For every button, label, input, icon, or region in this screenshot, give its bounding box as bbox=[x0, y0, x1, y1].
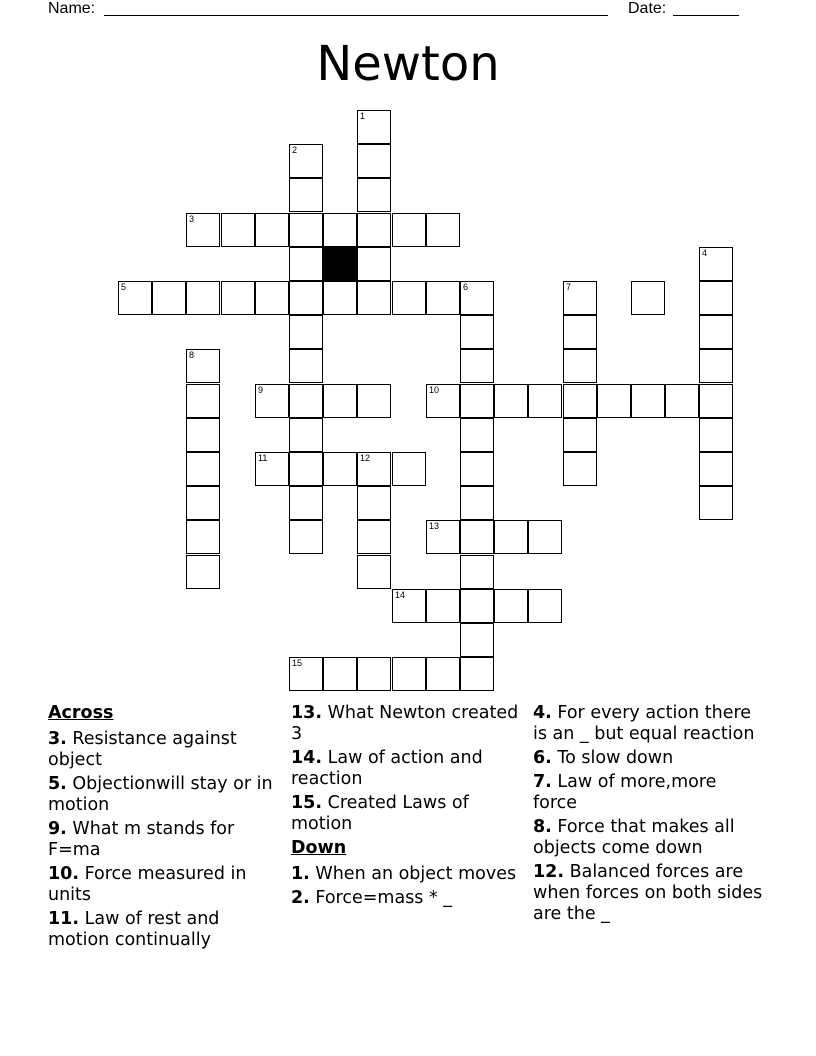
grid-cell[interactable] bbox=[357, 178, 391, 212]
grid-cell[interactable] bbox=[699, 418, 733, 452]
grid-cell[interactable] bbox=[699, 384, 733, 418]
clue-number: 7 bbox=[566, 282, 572, 292]
clue bbox=[533, 862, 765, 925]
clue bbox=[48, 774, 280, 816]
grid-cell[interactable] bbox=[460, 589, 494, 623]
clue-num: 10. bbox=[48, 864, 80, 884]
clue-column-3 bbox=[533, 703, 765, 928]
grid-cell[interactable] bbox=[357, 110, 391, 144]
clue-num: 15. bbox=[291, 793, 323, 813]
clue-number: 12 bbox=[360, 453, 371, 463]
grid-cell[interactable] bbox=[460, 452, 494, 486]
grid-cell[interactable] bbox=[289, 486, 323, 520]
name-label: Name: bbox=[48, 0, 96, 17]
grid-cell[interactable] bbox=[357, 281, 391, 315]
clue-number: 10 bbox=[429, 385, 440, 395]
clue bbox=[291, 864, 523, 885]
grid-cell[interactable] bbox=[699, 315, 733, 349]
grid-cell[interactable] bbox=[392, 589, 426, 623]
grid-cell[interactable] bbox=[426, 520, 460, 554]
clue-num: 6. bbox=[533, 748, 552, 768]
clue bbox=[533, 748, 765, 769]
clue-number: 13 bbox=[429, 521, 440, 531]
grid-cell[interactable] bbox=[289, 418, 323, 452]
clue-text: To slow down bbox=[557, 748, 674, 768]
clue bbox=[48, 819, 280, 861]
grid-cell[interactable] bbox=[563, 418, 597, 452]
clue-num: 4. bbox=[533, 703, 552, 723]
grid-cell[interactable] bbox=[699, 452, 733, 486]
grid-cell[interactable] bbox=[563, 384, 597, 418]
grid-cell[interactable] bbox=[357, 384, 391, 418]
grid-cell[interactable] bbox=[699, 281, 733, 315]
clue-num: 2. bbox=[291, 888, 310, 908]
clue bbox=[291, 703, 523, 745]
grid-cell[interactable] bbox=[323, 213, 357, 247]
grid-cell[interactable] bbox=[460, 281, 494, 315]
clue-num: 7. bbox=[533, 772, 552, 792]
grid-cell[interactable] bbox=[255, 213, 289, 247]
grid-cell[interactable] bbox=[289, 281, 323, 315]
grid-cell[interactable] bbox=[528, 520, 562, 554]
clue-num: 5. bbox=[48, 774, 67, 794]
clue bbox=[533, 772, 765, 814]
grid-cell[interactable] bbox=[255, 384, 289, 418]
clue-text: Law of rest and motion continually bbox=[48, 909, 220, 950]
grid-cell[interactable] bbox=[426, 281, 460, 315]
grid-cell[interactable] bbox=[357, 486, 391, 520]
grid-cell[interactable] bbox=[221, 213, 255, 247]
clue-text: Force that makes all objects come down bbox=[533, 817, 735, 858]
clue bbox=[48, 729, 280, 771]
grid-cell[interactable] bbox=[289, 349, 323, 383]
grid-cell[interactable] bbox=[460, 315, 494, 349]
grid-cell[interactable] bbox=[186, 384, 220, 418]
clue-text: For every action there is an _ but equal reaction bbox=[533, 703, 755, 744]
grid-cell[interactable] bbox=[392, 281, 426, 315]
grid-cell[interactable] bbox=[357, 520, 391, 554]
clue-number: 5 bbox=[121, 282, 127, 292]
clue-number: 3 bbox=[189, 214, 195, 224]
clue-number: 8 bbox=[189, 350, 195, 360]
grid-cell[interactable] bbox=[460, 520, 494, 554]
grid-cell[interactable] bbox=[152, 281, 186, 315]
grid-cell[interactable] bbox=[563, 281, 597, 315]
grid-cell[interactable] bbox=[392, 213, 426, 247]
grid-cell[interactable] bbox=[392, 657, 426, 691]
grid-cell[interactable] bbox=[186, 486, 220, 520]
clue-number: 14 bbox=[395, 590, 406, 600]
grid-cell[interactable] bbox=[289, 657, 323, 691]
grid-cell[interactable] bbox=[289, 247, 323, 281]
grid-cell[interactable] bbox=[426, 589, 460, 623]
grid-cell[interactable] bbox=[460, 418, 494, 452]
grid-cell[interactable] bbox=[426, 384, 460, 418]
grid-cell[interactable] bbox=[357, 144, 391, 178]
clue bbox=[48, 864, 280, 906]
date-label: Date: bbox=[628, 0, 667, 17]
clue bbox=[291, 748, 523, 790]
clue-text: Law of action and reaction bbox=[291, 748, 483, 789]
grid-cell[interactable] bbox=[392, 452, 426, 486]
clue-number: 15 bbox=[292, 658, 303, 668]
grid-cell[interactable] bbox=[118, 281, 152, 315]
puzzle-title: Newton bbox=[316, 36, 500, 92]
grid-cell[interactable] bbox=[186, 418, 220, 452]
grid-cell[interactable] bbox=[289, 213, 323, 247]
grid-cell[interactable] bbox=[186, 555, 220, 589]
clue-num: 8. bbox=[533, 817, 552, 837]
clue-num: 12. bbox=[533, 862, 565, 882]
grid-cell[interactable] bbox=[528, 589, 562, 623]
grid-cell[interactable] bbox=[289, 315, 323, 349]
grid-cell[interactable] bbox=[357, 247, 391, 281]
clue-number: 1 bbox=[360, 111, 366, 121]
clue-text: Objectionwill stay or in motion bbox=[48, 774, 273, 815]
grid-cell[interactable] bbox=[494, 384, 528, 418]
grid-cell[interactable] bbox=[460, 623, 494, 657]
grid-cell[interactable] bbox=[255, 281, 289, 315]
grid-cell[interactable] bbox=[323, 384, 357, 418]
grid-cell[interactable] bbox=[494, 589, 528, 623]
grid-cell[interactable] bbox=[357, 657, 391, 691]
clue-text: Balanced forces are when forces on both sides are the _ bbox=[533, 862, 763, 924]
clue-text: Resistance against object bbox=[48, 729, 237, 770]
clue-num: 3. bbox=[48, 729, 67, 749]
clue-number: 6 bbox=[463, 282, 469, 292]
grid-cell[interactable] bbox=[186, 281, 220, 315]
grid-cell[interactable] bbox=[563, 349, 597, 383]
clue-number: 9 bbox=[258, 385, 264, 395]
grid-cell[interactable] bbox=[460, 384, 494, 418]
black-cell bbox=[323, 247, 357, 281]
clue-column-2 bbox=[291, 703, 523, 912]
grid-cell[interactable] bbox=[631, 384, 665, 418]
grid-cell[interactable] bbox=[597, 384, 631, 418]
grid-cell[interactable] bbox=[357, 555, 391, 589]
clue-column-1 bbox=[48, 703, 280, 954]
clue-num: 13. bbox=[291, 703, 323, 723]
clue bbox=[533, 817, 765, 859]
grid-cell[interactable] bbox=[289, 144, 323, 178]
grid-cell[interactable] bbox=[460, 555, 494, 589]
grid-cell[interactable] bbox=[323, 281, 357, 315]
grid-cell[interactable] bbox=[699, 349, 733, 383]
clue-text: What Newton created 3 bbox=[291, 703, 519, 744]
grid-cell[interactable] bbox=[186, 452, 220, 486]
across-heading: Across bbox=[48, 703, 114, 723]
clue bbox=[48, 909, 280, 951]
clue-num: 11. bbox=[48, 909, 80, 929]
grid-cell[interactable] bbox=[186, 349, 220, 383]
grid-cell[interactable] bbox=[289, 452, 323, 486]
grid-cell[interactable] bbox=[665, 384, 699, 418]
clue bbox=[533, 703, 765, 745]
clue-num: 1. bbox=[291, 864, 310, 884]
grid-cell[interactable] bbox=[323, 657, 357, 691]
grid-cell[interactable] bbox=[323, 452, 357, 486]
clue-num: 9. bbox=[48, 819, 67, 839]
down-heading: Down bbox=[291, 838, 347, 858]
clue-number: 11 bbox=[258, 453, 268, 463]
grid-cell[interactable] bbox=[289, 384, 323, 418]
grid-cell[interactable] bbox=[460, 486, 494, 520]
grid-cell[interactable] bbox=[186, 213, 220, 247]
clue-num: 14. bbox=[291, 748, 323, 768]
clue-text: When an object moves bbox=[315, 864, 517, 884]
grid-cell[interactable] bbox=[426, 213, 460, 247]
grid-cell[interactable] bbox=[221, 281, 255, 315]
grid-cell[interactable] bbox=[699, 247, 733, 281]
grid-cell[interactable] bbox=[255, 452, 289, 486]
clue bbox=[291, 793, 523, 835]
grid-cell[interactable] bbox=[563, 452, 597, 486]
grid-cell[interactable] bbox=[528, 384, 562, 418]
grid-cell[interactable] bbox=[699, 486, 733, 520]
clue-number: 4 bbox=[702, 248, 708, 258]
grid-cell[interactable] bbox=[494, 520, 528, 554]
clue-number: 2 bbox=[292, 145, 298, 155]
grid-cell[interactable] bbox=[460, 349, 494, 383]
clue-text: What m stands for F=ma bbox=[48, 819, 235, 860]
grid-cell[interactable] bbox=[289, 178, 323, 212]
clue-text: Created Laws of motion bbox=[291, 793, 469, 834]
clue-text: Force=mass * _ bbox=[315, 888, 453, 908]
clue-text: Force measured in units bbox=[48, 864, 247, 905]
grid-cell[interactable] bbox=[631, 281, 665, 315]
clue-text: Law of more,more force bbox=[533, 772, 717, 813]
grid-cell[interactable] bbox=[186, 520, 220, 554]
grid-cell[interactable] bbox=[357, 452, 391, 486]
grid-cell[interactable] bbox=[357, 213, 391, 247]
grid-cell[interactable] bbox=[426, 657, 460, 691]
grid-cell[interactable] bbox=[289, 520, 323, 554]
grid-cell[interactable] bbox=[460, 657, 494, 691]
clue bbox=[291, 888, 523, 909]
grid-cell[interactable] bbox=[563, 315, 597, 349]
